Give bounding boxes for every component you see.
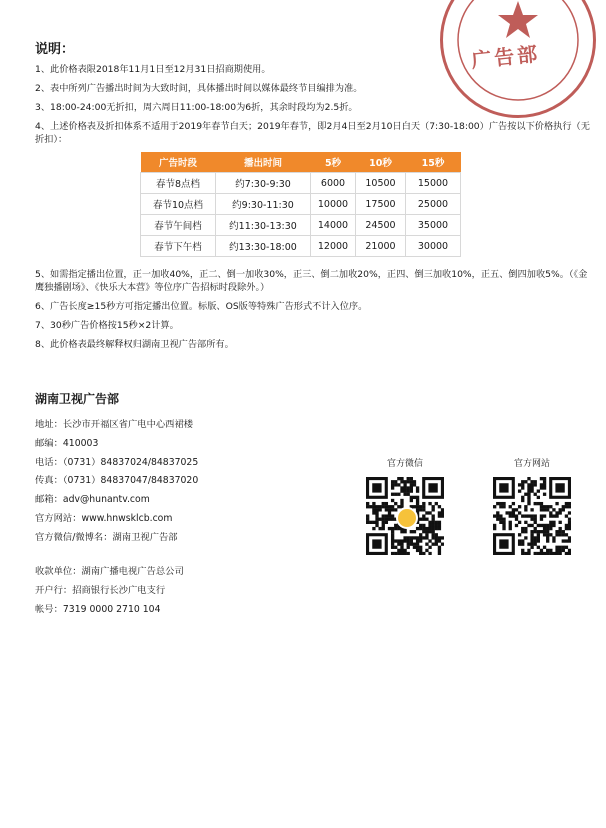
logo-icon (396, 507, 418, 529)
table-cell: 春节下午档 (141, 236, 216, 257)
table-cell: 35000 (406, 215, 461, 236)
contact-phone: 电话：（0731）84837024/84837025 (35, 456, 199, 468)
table-cell: 春节午间档 (141, 215, 216, 236)
contact-info (35, 416, 198, 548)
table-cell: 约11:30-13:30 (216, 215, 311, 236)
note-item: 2、表中所列广告播出时间为大致时间，具体播出时间以媒体最终节目编排为准。 (35, 83, 363, 94)
table-cell: 10000 (311, 194, 356, 215)
table-cell: 17500 (356, 194, 406, 215)
table-cell: 15000 (406, 173, 461, 194)
table-row (141, 236, 461, 257)
table-cell: 24500 (356, 215, 406, 236)
contact-website[interactable]: 官方网站：www.hnwsklcb.com (35, 512, 173, 524)
wechat-qr-icon[interactable] (366, 477, 444, 555)
table-cell: 约9:30-11:30 (216, 194, 311, 215)
table-cell: 21000 (356, 236, 406, 257)
table-cell: 春节10点档 (141, 194, 216, 215)
table-row (141, 215, 461, 236)
bank-info (35, 563, 184, 619)
notes-list-top (35, 63, 595, 152)
spring-festival-rate-table (140, 152, 461, 257)
table-cell: 14000 (311, 215, 356, 236)
qr-label: 官方微信 (386, 459, 423, 469)
seal-text: 广告部 (470, 41, 542, 73)
table-cell: 12000 (311, 236, 356, 257)
website-qr-block (493, 456, 571, 555)
table-header-row (141, 152, 461, 173)
notes-list-bottom (35, 268, 595, 357)
table-cell: 30000 (406, 236, 461, 257)
contact-wechat-weibo: 官方微信/微博名：湖南卫视广告部 (35, 531, 178, 543)
table-cell: 10500 (356, 173, 406, 194)
note-item: 4、上述价格表及折扣体系不适用于2019年春节白天；2019年春节，即2月4日至2月10日白天（7:30-18:00）广告按以下价格执行（无折扣）： (35, 121, 590, 145)
wechat-qr-block (366, 456, 444, 555)
contact-fax: 传真：（0731）84837047/84837020 (35, 475, 199, 487)
contact-address: 地址：长沙市开福区省广电中心西裙楼 (35, 419, 194, 430)
org-name: 湖南卫视广告部 (35, 392, 120, 406)
table-row (141, 173, 461, 194)
table-cell: 约13:30-18:00 (216, 236, 311, 257)
table-cell: 约7:30-9:30 (216, 173, 311, 194)
note-item: 3、18:00-24:00无折扣，周六周日11:00-18:00为6折，其余时段均为2.5折。 (35, 102, 358, 113)
bank-account: 帐号：7319 0000 2710 104 (35, 603, 161, 615)
table-cell: 春节8点档 (141, 173, 216, 194)
column-header: 10秒 (356, 152, 406, 173)
table-cell: 25000 (406, 194, 461, 215)
qr-label: 官方网站 (513, 459, 550, 469)
column-header: 广告时段 (141, 152, 216, 173)
note-item: 5、如需指定播出位置，正一加收40%，正二、倒一加收30%，正三、倒二加收20%，正四、倒三加收10%，正五、倒四加收5%。（《金鹰独播剧场》、《快乐大本营》等位序广告招标时段除外。） (35, 269, 588, 293)
note-item: 8、此价格表最终解释权归湖南卫视广告部所有。 (35, 339, 234, 350)
column-header: 15秒 (406, 152, 461, 173)
website-qr-icon[interactable] (493, 477, 571, 555)
contact-email[interactable]: 邮箱：adv@hunantv.com (35, 494, 150, 506)
table-cell: 6000 (311, 173, 356, 194)
column-header: 播出时间 (216, 152, 311, 173)
column-header: 5秒 (311, 152, 356, 173)
note-item: 1、此价格表限2018年11月1日至12月31日招商期使用。 (35, 64, 271, 75)
note-item: 6、广告长度≥15秒方可指定播出位置。标版、OS版等特殊广告形式不计入位序。 (35, 301, 368, 312)
notes-heading: 说明： (35, 42, 75, 57)
bank-payee: 收款单位：湖南广播电视广告总公司 (35, 566, 184, 577)
contact-postcode: 邮编：410003 (35, 437, 99, 449)
table-row (141, 194, 461, 215)
note-item: 7、30秒广告价格按15秒×2计算。 (35, 320, 179, 331)
bank-branch: 开户行：招商银行长沙广电支行 (35, 584, 166, 596)
